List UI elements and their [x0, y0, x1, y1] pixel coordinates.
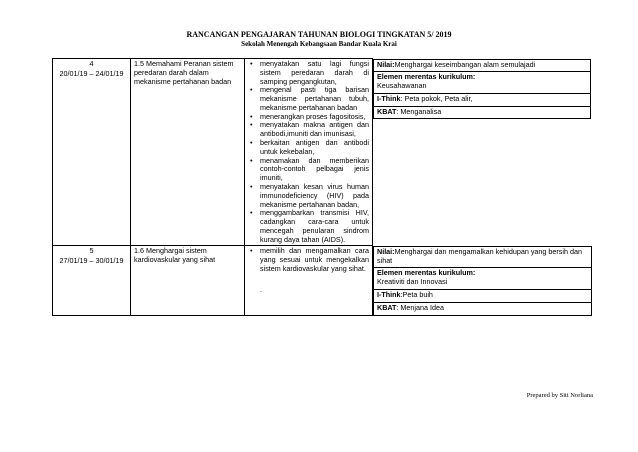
notes-cell	[373, 246, 592, 316]
kbat-block	[374, 107, 590, 119]
week-dates: 20/01/19 – 24/01/19	[59, 68, 124, 78]
outcome-item: • menyatakan kesan virus human immunodeficiency (HIV) pada mekanisme pertahanan badan,	[248, 183, 369, 209]
eme-label: Elemen merentas kurikulum:	[377, 268, 476, 278]
week-cell	[53, 246, 131, 316]
lesson-plan-table	[52, 58, 592, 316]
eme-text: Keusahawanan	[377, 81, 427, 91]
ithink-block	[374, 94, 590, 107]
outcome-item: • menamakan dan memberikan contoh-contoh pelbagai jenis imuniti,	[248, 157, 369, 183]
eme-block	[374, 72, 590, 94]
eme-label: Elemen merentas kurikulum:	[377, 72, 476, 82]
nilai-label: Nilai:	[377, 246, 395, 256]
learning-standard: 1.6 Menghargai sistem kardiovaskular yang sihat	[131, 246, 245, 316]
school-name: Sekolah Menengah Kebangsaan Bandar Kuala Krai	[241, 40, 397, 48]
outcome-item: • menerangkan proses fagositosis,	[248, 113, 369, 122]
ithink-text: :Peta buih	[400, 290, 433, 300]
week-cell	[53, 59, 131, 246]
prepared-by: Prepared by Siti Norliana	[526, 392, 593, 399]
kbat-label: KBAT	[377, 302, 397, 312]
ithink-label: I-Think	[377, 93, 401, 103]
outcome-item: • berkaitan antigen dan antibodi untuk kekebalan,	[248, 139, 369, 157]
outcome-item: • menyatakan satu lagi fungsi sistem peredaran darah di samping pengangkutan,	[248, 60, 369, 86]
kbat-block	[374, 303, 591, 315]
ithink-label: I-Think	[377, 290, 401, 300]
eme-text: Kreativiti dan Innovasi	[377, 277, 448, 287]
nilai-block	[374, 247, 591, 269]
learning-outcomes	[245, 59, 373, 246]
kbat-text: : Menganalisa	[396, 106, 442, 116]
nilai-label: Nilai:	[377, 59, 395, 69]
learning-standard: 1.5 Memahami Peranan sistem peredaran darah dalam mekanisme pertahanan badan	[131, 59, 245, 246]
extra-mark: .	[260, 284, 262, 294]
week-number: 5	[89, 246, 94, 256]
nilai-text: Menghargai dan mengamalkan kehidupan yang bersih dan sihat	[377, 246, 582, 265]
outcome-item: • memilih dan mengamalkan cara yang sesuai untuk mengekalkan sistem kardiovaskular yang sihat.	[248, 247, 369, 273]
eme-block	[374, 268, 591, 290]
outcome-item: • mengenal pasti tiga barisan mekanisme pertahanan tubuh, mekanisme pertahanan badan	[248, 86, 369, 112]
document-title: RANCANGAN PENGAJARAN TAHUNAN BIOLOGI TINGKATAN 5/ 2019	[186, 30, 452, 39]
ithink-text: : Peta pokok, Peta alir,	[400, 93, 473, 103]
ithink-block	[374, 290, 591, 303]
nilai-block	[374, 60, 590, 73]
table-row	[53, 59, 592, 246]
week-dates: 27/01/19 – 30/01/19	[59, 256, 124, 266]
outcome-item: • menggambarkan transmisi HIV, cadangkan cara-cara untuk mencegah penularan sindrom kurang daya tahan (AIDS).	[248, 209, 369, 244]
table-row	[53, 246, 592, 316]
nilai-text: Menghargai keseimbangan alam semulajadi	[394, 59, 536, 69]
kbat-label: KBAT	[377, 106, 397, 116]
outcome-item: • menyatakan makna antigen dan antibodi,imuniti dan imunisasi,	[248, 121, 369, 139]
notes-cell	[373, 59, 591, 120]
kbat-text: : Menjana Idea	[396, 302, 444, 312]
learning-outcomes	[245, 246, 373, 316]
week-number: 4	[89, 59, 94, 68]
